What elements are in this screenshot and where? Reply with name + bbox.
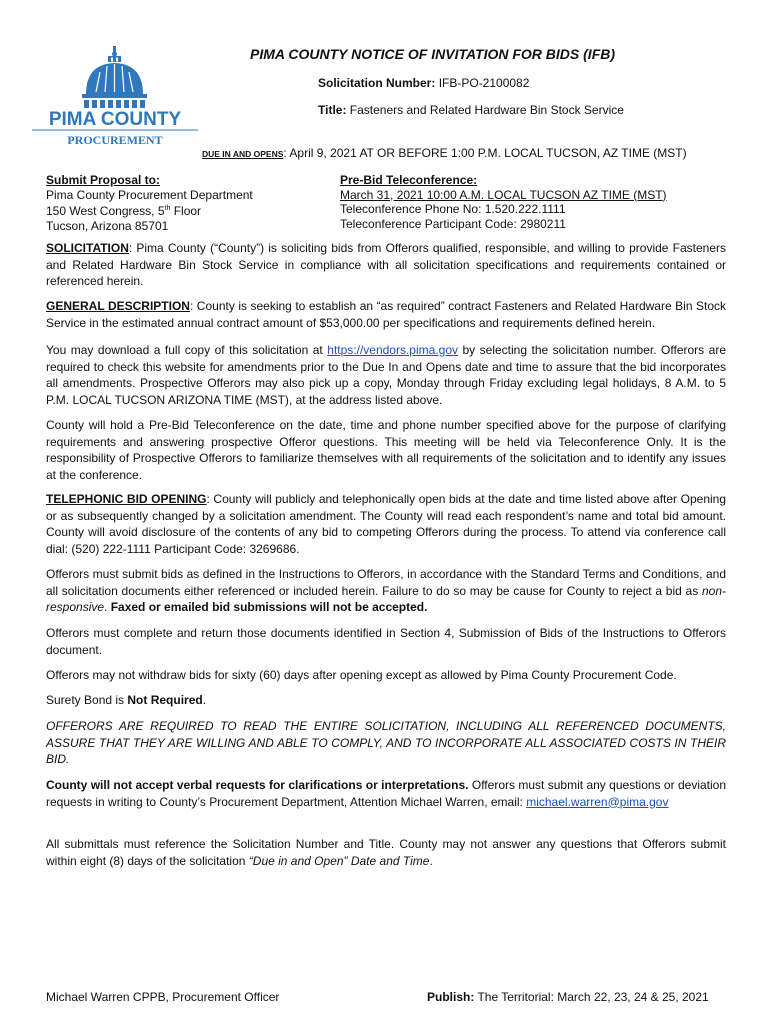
submit-heading: Submit Proposal to: (46, 173, 160, 187)
submit-line-2-post: Floor (170, 204, 202, 218)
documents-paragraph: Offerors must complete and return those documents identified in Section 4, Submission of Bids of the Instructions to Offerors document. (46, 626, 726, 657)
surety-text-pre: Surety Bond is (46, 693, 128, 707)
no-fax-notice: Faxed or emailed bid submissions will not be accepted. (110, 600, 428, 614)
due-date-line (202, 146, 687, 160)
due-label: DUE IN AND OPENS (202, 149, 284, 159)
solicitation-paragraph (46, 240, 726, 290)
due-value: : April 9, 2021 AT OR BEFORE 1:00 P.M. LOCAL TUCSON, AZ TIME (MST) (283, 146, 687, 160)
download-text-pre: You may download a full copy of this solicitation at (46, 343, 328, 357)
prebid-paragraph: County will hold a Pre-Bid Teleconference on the date, time and phone number specified above for the purpose of clarifying requirements and answering prospective Offeror questions. This meeting will be held via Teleconference Only. It is the responsibility of Prospective Offerors to familiarize themselves with all requirements of the solicitation and to identify any issues at the conference. (46, 418, 726, 482)
submittals-paragraph (46, 836, 726, 869)
logo-subtitle: PROCUREMENT (67, 133, 163, 147)
submit-line-2 (46, 202, 253, 219)
solicitation-title-label: Title: (318, 103, 347, 117)
solicitation-number-value: IFB-PO-2100082 (438, 76, 530, 90)
prebid-block (340, 173, 667, 231)
submit-proposal-block (46, 173, 253, 233)
withdraw-paragraph: Offerors may not withdraw bids for sixty (60) days after opening except as allowed by Pima County Procurement Code. (46, 668, 677, 682)
telephonic-opening-paragraph (46, 491, 726, 557)
solicitation-text: : Pima County (“County”) is soliciting bids from Offerors qualified, responsible, and willing to provide Fasteners and Related Hardware Bin Stock Service in compliance with all solicitation specifications and requirements contained or referenced herein. (46, 241, 726, 288)
solicitation-number (318, 76, 529, 90)
publish-label: Publish: (427, 990, 475, 1004)
submit-line-2-pre: 150 West Congress, 5 (46, 204, 165, 218)
submit-line-2-sup: th (164, 205, 171, 212)
offerors-required-paragraph: OFFERORS ARE REQUIRED TO READ THE ENTIRE SOLICITATION, INCLUDING ALL REFERENCED DOCUMENTS, ASSURE THAT THEY ARE WILLING AND ABLE TO COMPLY, AND TO INCORPORATE ALL ASSOCIATED COSTS IN THEIR BID. (46, 719, 726, 766)
prebid-line-1: March 31, 2021 10:00 A.M. LOCAL TUCSON AZ TIME (MST) (340, 187, 667, 202)
prebid-line-2: Teleconference Phone No: 1.520.222.1111 (340, 202, 566, 216)
surety-text-post: . (202, 693, 207, 707)
pima-county-logo (26, 44, 204, 150)
solicitation-title (318, 103, 624, 117)
submittals-text-pre: All submittals must reference the Solicitation Number and Title. County may not answer any questions that Offerors submit within eight (8) days of the solicitation (46, 837, 726, 868)
publish-line (427, 990, 709, 1004)
submit-line-3: Tucson, Arizona 85701 (46, 218, 169, 233)
download-paragraph (46, 342, 726, 408)
non-responsive-text: non-responsive (46, 583, 726, 614)
clarifications-bold: County will not accept verbal requests for clarifications or interpretations. (46, 778, 469, 792)
submittals-text-post: . (429, 853, 433, 868)
submit-line-1: Pima County Procurement Department (46, 187, 253, 202)
submission-paragraph (46, 566, 726, 616)
telephonic-opening-text: : County will publicly and telephonically open bids at the date and time listed above after Opening or as subsequently changed by a solicitation amendment. The County will read each respondent’s name and total bid amount. County will avoid disclosure of the contents of any bid to competing Offerors during the process. To attend via conference call dial: (520) 222-1111 Participant Code: 3269686. (46, 492, 727, 556)
submission-text-pre: Offerors must submit bids as defined in the Instructions to Offerors, in accordance with the Standard Terms and Conditions, and all solicitation documents either referenced or included herein. Failure to do so may be cause for County to reject a bid as (46, 567, 726, 598)
prebid-line-3: Teleconference Participant Code: 2980211 (340, 216, 566, 231)
email-link[interactable]: michael.warren@pima.gov (526, 794, 669, 809)
general-description-text: : County is seeking to establish an “as required” contract Fasteners and Related Hardware Bin Stock Service in the estimated annual contract amount of $53,000.00 per specifications and requirements defined herein. (46, 299, 727, 330)
general-description-lead: GENERAL DESCRIPTION (46, 299, 190, 313)
publish-value: The Territorial: March 22, 23, 24 & 25, 2021 (474, 990, 709, 1004)
download-text-post: by selecting the solicitation number. Offerors are required to check this website for amendments prior to the Due In and Opens date and time to assure that the bid incorporates all amendments. Prospective Offerors may also pick up a copy, Monday through Friday excluding legal holidays, 8 A.M. to 5 P.M. LOCAL TUCSON ARIZONA TIME (MST), at the address listed above. (46, 343, 726, 407)
surety-bond-paragraph (46, 692, 726, 709)
solicitation-title-value: Fasteners and Related Hardware Bin Stock Service (349, 103, 624, 117)
clarifications-paragraph (46, 777, 726, 810)
solicitation-lead: SOLICITATION (46, 241, 129, 255)
submission-text-mid: . (104, 600, 111, 614)
clarifications-text: Offerors must submit any questions or deviation requests in writing to County’s Procurement Department, Attention Michael Warren, email: (46, 778, 727, 809)
prebid-heading: Pre-Bid Teleconference: (340, 173, 478, 187)
due-open-italic: “Due in and Open” Date and Time (248, 853, 430, 868)
notice-title: PIMA COUNTY NOTICE OF INVITATION FOR BIDS (IFB) (250, 46, 616, 62)
logo-name: PIMA COUNTY (48, 109, 182, 130)
general-description-paragraph (46, 298, 726, 331)
vendors-link[interactable]: https://vendors.pima.gov (327, 343, 458, 357)
solicitation-number-label: Solicitation Number: (318, 76, 436, 90)
courthouse-dome-icon (26, 44, 204, 150)
procurement-officer: Michael Warren CPPB, Procurement Officer (46, 990, 280, 1004)
telephonic-opening-lead: TELEPHONIC BID OPENING (46, 492, 207, 506)
surety-status: Not Required (127, 693, 203, 707)
